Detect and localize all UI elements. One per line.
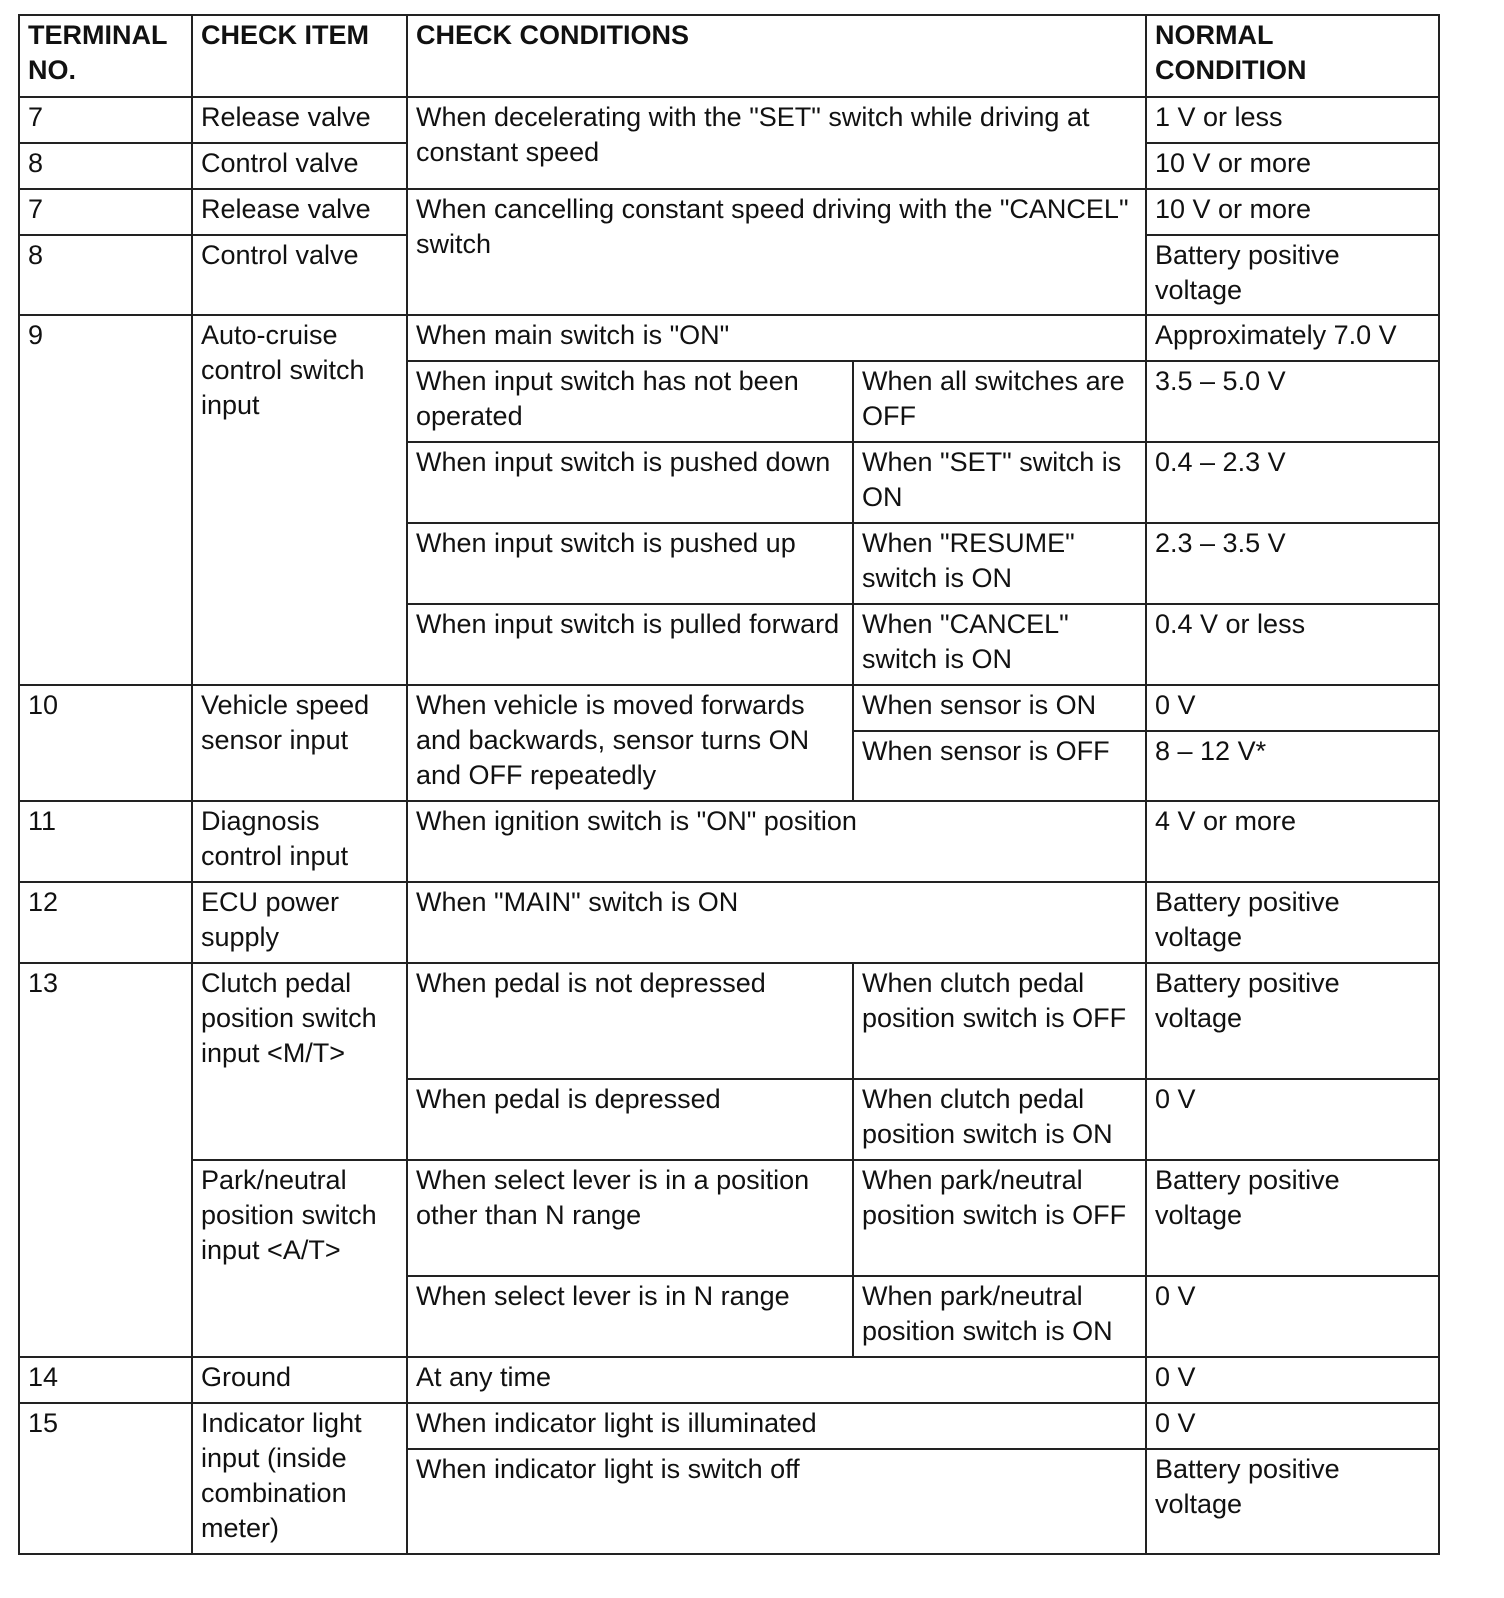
table-row bbox=[19, 1403, 1439, 1449]
check-item-cell: Diagnosis control input bbox=[192, 801, 407, 882]
condition-cell: When indicator light is switch off bbox=[407, 1449, 1146, 1554]
table-row bbox=[19, 801, 1439, 882]
normal-condition-cell: Battery positive voltage bbox=[1146, 1160, 1439, 1276]
check-item-cell: Clutch pedal position switch input <M/T> bbox=[192, 963, 407, 1160]
normal-condition-cell: 1 V or less bbox=[1146, 97, 1439, 143]
check-item-cell: Park/neutral position switch input <A/T> bbox=[192, 1160, 407, 1357]
terminal-cell: 15 bbox=[19, 1403, 192, 1554]
condition-cell: When input switch has not been operated bbox=[407, 361, 853, 442]
check-item-cell: Ground bbox=[192, 1357, 407, 1403]
normal-condition-cell: 0 V bbox=[1146, 1357, 1439, 1403]
terminal-cell: 14 bbox=[19, 1357, 192, 1403]
condition-cell: When input switch is pushed up bbox=[407, 523, 853, 604]
sub-condition-cell: When park/neutral position switch is OFF bbox=[853, 1160, 1146, 1276]
sub-condition-cell: When clutch pedal position switch is ON bbox=[853, 1079, 1146, 1160]
normal-condition-cell: 0.4 – 2.3 V bbox=[1146, 442, 1439, 523]
condition-cell: When ignition switch is "ON" position bbox=[407, 801, 1146, 882]
sub-condition-cell: When "SET" switch is ON bbox=[853, 442, 1146, 523]
terminal-cell: 13 bbox=[19, 963, 192, 1357]
normal-condition-cell: 0 V bbox=[1146, 1276, 1439, 1357]
normal-condition-cell: Battery positive voltage bbox=[1146, 882, 1439, 963]
condition-cell: When input switch is pushed down bbox=[407, 442, 853, 523]
table-row bbox=[19, 963, 1439, 1079]
terminal-cell: 7 bbox=[19, 97, 192, 143]
normal-condition-cell: 10 V or more bbox=[1146, 189, 1439, 235]
check-item-cell: Vehicle speed sensor input bbox=[192, 685, 407, 801]
terminal-cell: 10 bbox=[19, 685, 192, 801]
sub-condition-cell: When park/neutral position switch is ON bbox=[853, 1276, 1146, 1357]
condition-cell: At any time bbox=[407, 1357, 1146, 1403]
normal-condition-cell: 10 V or more bbox=[1146, 143, 1439, 189]
sub-condition-cell: When sensor is ON bbox=[853, 685, 1146, 731]
normal-condition-cell: 2.3 – 3.5 V bbox=[1146, 523, 1439, 604]
condition-cell: When indicator light is illuminated bbox=[407, 1403, 1146, 1449]
header-check-conditions: CHECK CONDITIONS bbox=[407, 15, 1146, 97]
terminal-check-table bbox=[18, 14, 1440, 1555]
table-row bbox=[19, 882, 1439, 963]
condition-cell: When pedal is depressed bbox=[407, 1079, 853, 1160]
normal-condition-cell: 0 V bbox=[1146, 1403, 1439, 1449]
table-row bbox=[19, 189, 1439, 235]
table-row bbox=[19, 685, 1439, 731]
sub-condition-cell: When all switches are OFF bbox=[853, 361, 1146, 442]
normal-condition-cell: Battery positive voltage bbox=[1146, 235, 1439, 315]
condition-cell: When input switch is pulled forward bbox=[407, 604, 853, 685]
sub-condition-cell: When "RESUME" switch is ON bbox=[853, 523, 1146, 604]
table-row bbox=[19, 315, 1439, 361]
check-item-cell: Release valve bbox=[192, 97, 407, 143]
normal-condition-cell: Battery positive voltage bbox=[1146, 1449, 1439, 1554]
check-item-cell: Release valve bbox=[192, 189, 407, 235]
terminal-cell: 9 bbox=[19, 315, 192, 685]
table-header-row bbox=[19, 15, 1439, 97]
terminal-cell: 12 bbox=[19, 882, 192, 963]
terminal-cell: 11 bbox=[19, 801, 192, 882]
normal-condition-cell: 8 – 12 V* bbox=[1146, 731, 1439, 801]
normal-condition-cell: 0 V bbox=[1146, 685, 1439, 731]
condition-cell: When main switch is "ON" bbox=[407, 315, 1146, 361]
check-item-cell: Auto-cruise control switch input bbox=[192, 315, 407, 685]
normal-condition-cell: 4 V or more bbox=[1146, 801, 1439, 882]
condition-cell: When "MAIN" switch is ON bbox=[407, 882, 1146, 963]
header-check-item: CHECK ITEM bbox=[192, 15, 407, 97]
header-normal-condition: NORMAL CONDITION bbox=[1146, 15, 1439, 97]
header-terminal-no: TERMINAL NO. bbox=[19, 15, 192, 97]
sub-condition-cell: When clutch pedal position switch is OFF bbox=[853, 963, 1146, 1079]
check-item-cell: ECU power supply bbox=[192, 882, 407, 963]
terminal-cell: 8 bbox=[19, 235, 192, 315]
sub-condition-cell: When sensor is OFF bbox=[853, 731, 1146, 801]
check-item-cell: Control valve bbox=[192, 143, 407, 189]
table-row bbox=[19, 1357, 1439, 1403]
condition-cell: When pedal is not depressed bbox=[407, 963, 853, 1079]
terminal-cell: 7 bbox=[19, 189, 192, 235]
check-item-cell: Indicator light input (inside combination meter) bbox=[192, 1403, 407, 1554]
table-row bbox=[19, 97, 1439, 143]
condition-cell: When decelerating with the "SET" switch while driving at constant speed bbox=[407, 97, 1146, 189]
check-item-cell: Control valve bbox=[192, 235, 407, 315]
table-row bbox=[19, 1160, 1439, 1276]
condition-cell: When vehicle is moved forwards and backwards, sensor turns ON and OFF repeatedly bbox=[407, 685, 853, 801]
condition-cell: When select lever is in N range bbox=[407, 1276, 853, 1357]
normal-condition-cell: 0 V bbox=[1146, 1079, 1439, 1160]
condition-cell: When cancelling constant speed driving with the "CANCEL" switch bbox=[407, 189, 1146, 315]
normal-condition-cell: Battery positive voltage bbox=[1146, 963, 1439, 1079]
condition-cell: When select lever is in a position other than N range bbox=[407, 1160, 853, 1276]
normal-condition-cell: 3.5 – 5.0 V bbox=[1146, 361, 1439, 442]
terminal-cell: 8 bbox=[19, 143, 192, 189]
normal-condition-cell: 0.4 V or less bbox=[1146, 604, 1439, 685]
normal-condition-cell: Approximately 7.0 V bbox=[1146, 315, 1439, 361]
sub-condition-cell: When "CANCEL" switch is ON bbox=[853, 604, 1146, 685]
